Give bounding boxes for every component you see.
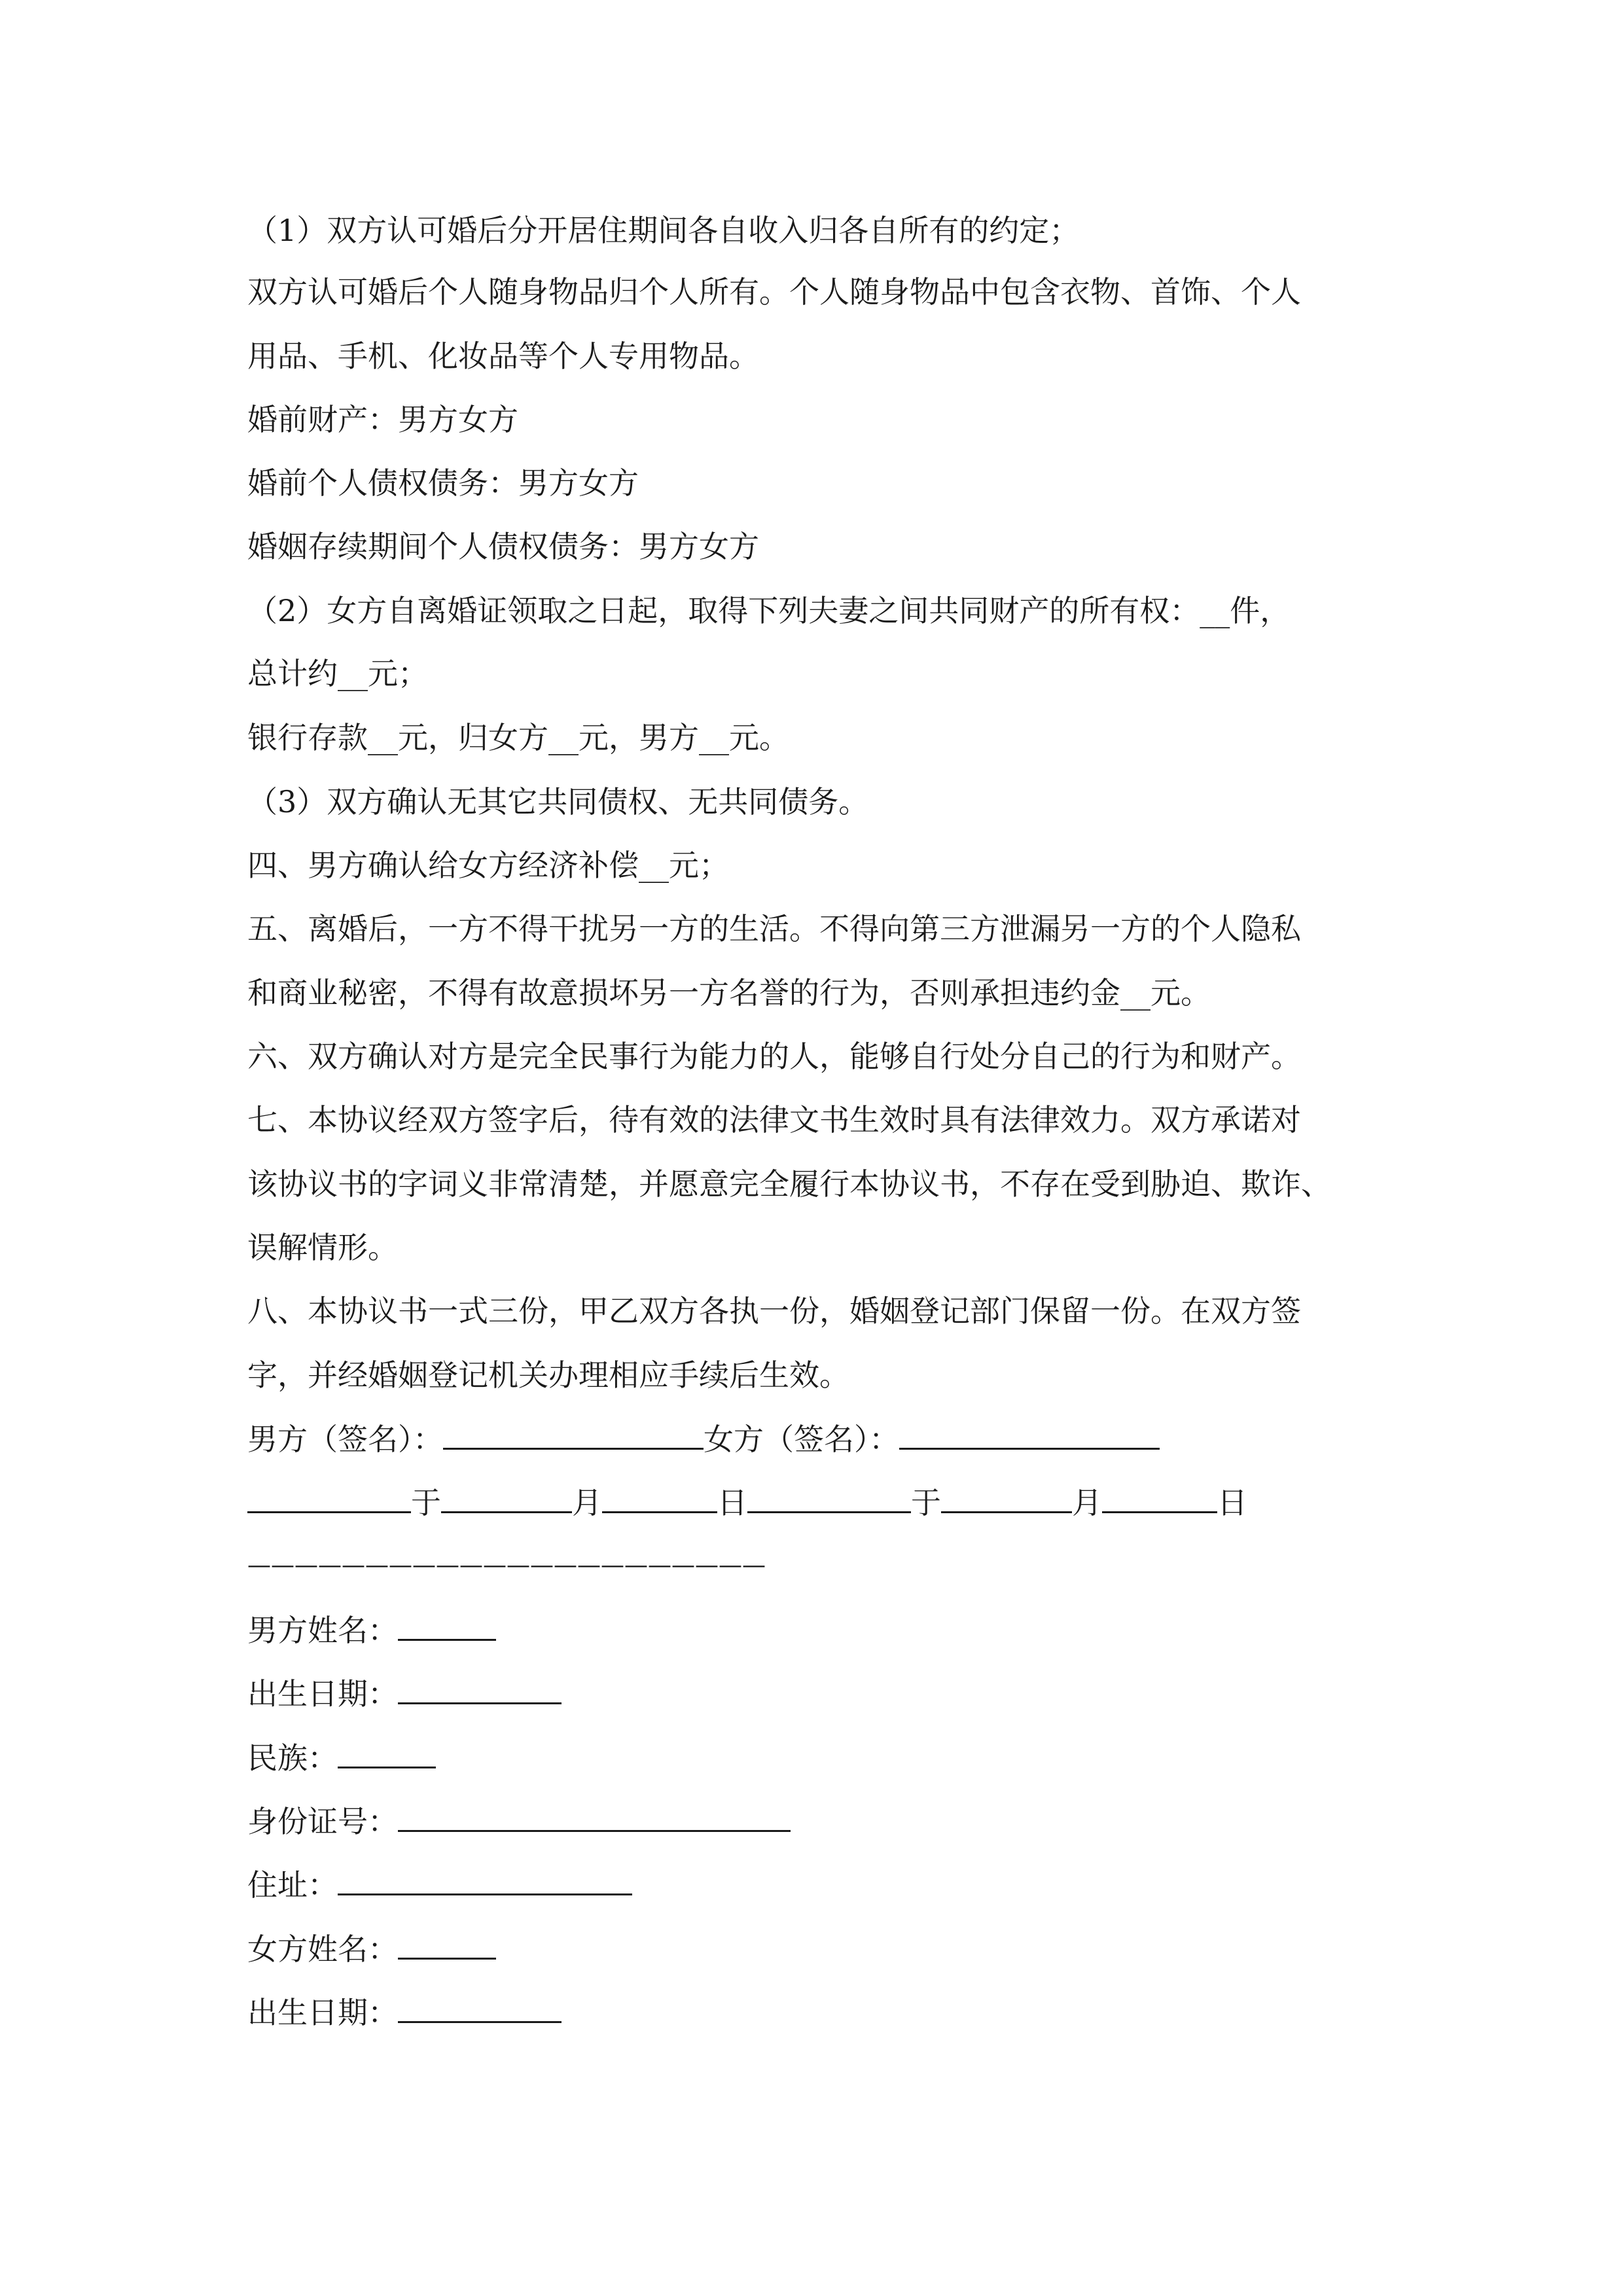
date-month-label: 月 xyxy=(1072,1485,1102,1520)
info-row xyxy=(247,1929,496,1968)
clause-line: 用品、手机、化妆品等个人专用物品。 xyxy=(247,338,759,374)
ethnicity-label: 民族： xyxy=(247,1740,338,1776)
clause-line: （3）双方确认无其它共同债权、无共同债务。 xyxy=(247,784,869,819)
info-row xyxy=(247,1801,791,1840)
date-yu: 于 xyxy=(911,1485,941,1520)
clause-line: （1）双方认可婚后分开居住期间各自收入归各自所有的约定； xyxy=(247,213,1080,248)
female-signature-label: 女方（签名）： xyxy=(704,1422,899,1457)
clause-line: 总计约__元； xyxy=(247,656,428,691)
date-yu: 于 xyxy=(411,1485,441,1520)
date-month-label: 月 xyxy=(572,1485,602,1520)
female-name-label: 女方姓名： xyxy=(247,1931,398,1967)
info-row xyxy=(247,1738,436,1777)
clause-line: 四、男方确认给女方经济补偿__元； xyxy=(247,848,729,883)
female-month-field[interactable] xyxy=(941,1482,1072,1513)
clause-line: 双方认可婚后个人随身物品归个人所有。个人随身物品中包含衣物、首饰、个人 xyxy=(247,274,1301,310)
clause-line: 误解情形。 xyxy=(247,1230,398,1265)
female-birth-date-field[interactable] xyxy=(398,1992,562,2023)
clause-line: 和商业秘密，不得有故意损坏另一方名誉的行为，否则承担违约金__元。 xyxy=(247,975,1211,1011)
signature-line xyxy=(247,1419,1160,1458)
date-line xyxy=(247,1482,1247,1522)
female-name-field[interactable] xyxy=(398,1929,496,1960)
male-day-field[interactable] xyxy=(602,1482,717,1513)
clause-line: 七、本协议经双方签字后，待有效的法律文书生效时具有法律效力。双方承诺对 xyxy=(247,1102,1301,1138)
date-day-label: 日 xyxy=(1217,1485,1247,1520)
info-row xyxy=(247,1674,562,1713)
info-row xyxy=(247,1610,496,1649)
clause-line: 该协议书的字词义非常清楚，并愿意完全履行本协议书，不存在受到胁迫、欺诈、 xyxy=(247,1166,1331,1202)
clause-line: 八、本协议书一式三份，甲乙双方各执一份，婚姻登记部门保留一份。在双方签 xyxy=(247,1293,1301,1329)
info-row xyxy=(247,1865,632,1904)
clause-line: 婚前财产：男方女方 xyxy=(247,402,518,437)
female-day-field[interactable] xyxy=(1102,1482,1217,1513)
clause-line: 六、双方确认对方是完全民事行为能力的人，能够自行处分自己的行为和财产。 xyxy=(247,1039,1301,1074)
birth-date-label: 出生日期： xyxy=(247,1995,398,2030)
clause-line: 婚姻存续期间个人债权债务：男方女方 xyxy=(247,529,759,564)
male-signature-label: 男方（签名）： xyxy=(247,1422,443,1457)
ethnicity-field[interactable] xyxy=(338,1738,436,1768)
birth-date-label: 出生日期： xyxy=(247,1676,398,1712)
male-name-label: 男方姓名： xyxy=(247,1613,398,1648)
id-number-label: 身份证号： xyxy=(247,1804,398,1839)
address-label: 住址： xyxy=(247,1867,338,1903)
male-year-field[interactable] xyxy=(247,1482,411,1513)
clause-line: 五、离婚后，一方不得干扰另一方的生活。不得向第三方泄漏另一方的个人隐私 xyxy=(247,911,1301,946)
id-number-field[interactable] xyxy=(398,1801,791,1832)
address-field[interactable] xyxy=(338,1865,632,1895)
date-day-label: 日 xyxy=(717,1485,747,1520)
male-name-field[interactable] xyxy=(398,1610,496,1641)
clause-line: 银行存款__元，归女方__元，男方__元。 xyxy=(247,720,789,755)
clause-line: 婚前个人债权债务：男方女方 xyxy=(247,465,639,501)
info-row xyxy=(247,1992,562,2032)
female-signature-field[interactable] xyxy=(899,1419,1160,1450)
male-signature-field[interactable] xyxy=(443,1419,704,1450)
female-year-field[interactable] xyxy=(747,1482,911,1513)
male-birth-date-field[interactable] xyxy=(398,1674,562,1704)
clause-line: 字，并经婚姻登记机关办理相应手续后生效。 xyxy=(247,1357,849,1393)
separator-dashes: —————————————————————— xyxy=(247,1552,766,1579)
clause-line: （2）女方自离婚证领取之日起，取得下列夫妻之间共同财产的所有权：__件， xyxy=(247,593,1291,628)
male-month-field[interactable] xyxy=(441,1482,572,1513)
